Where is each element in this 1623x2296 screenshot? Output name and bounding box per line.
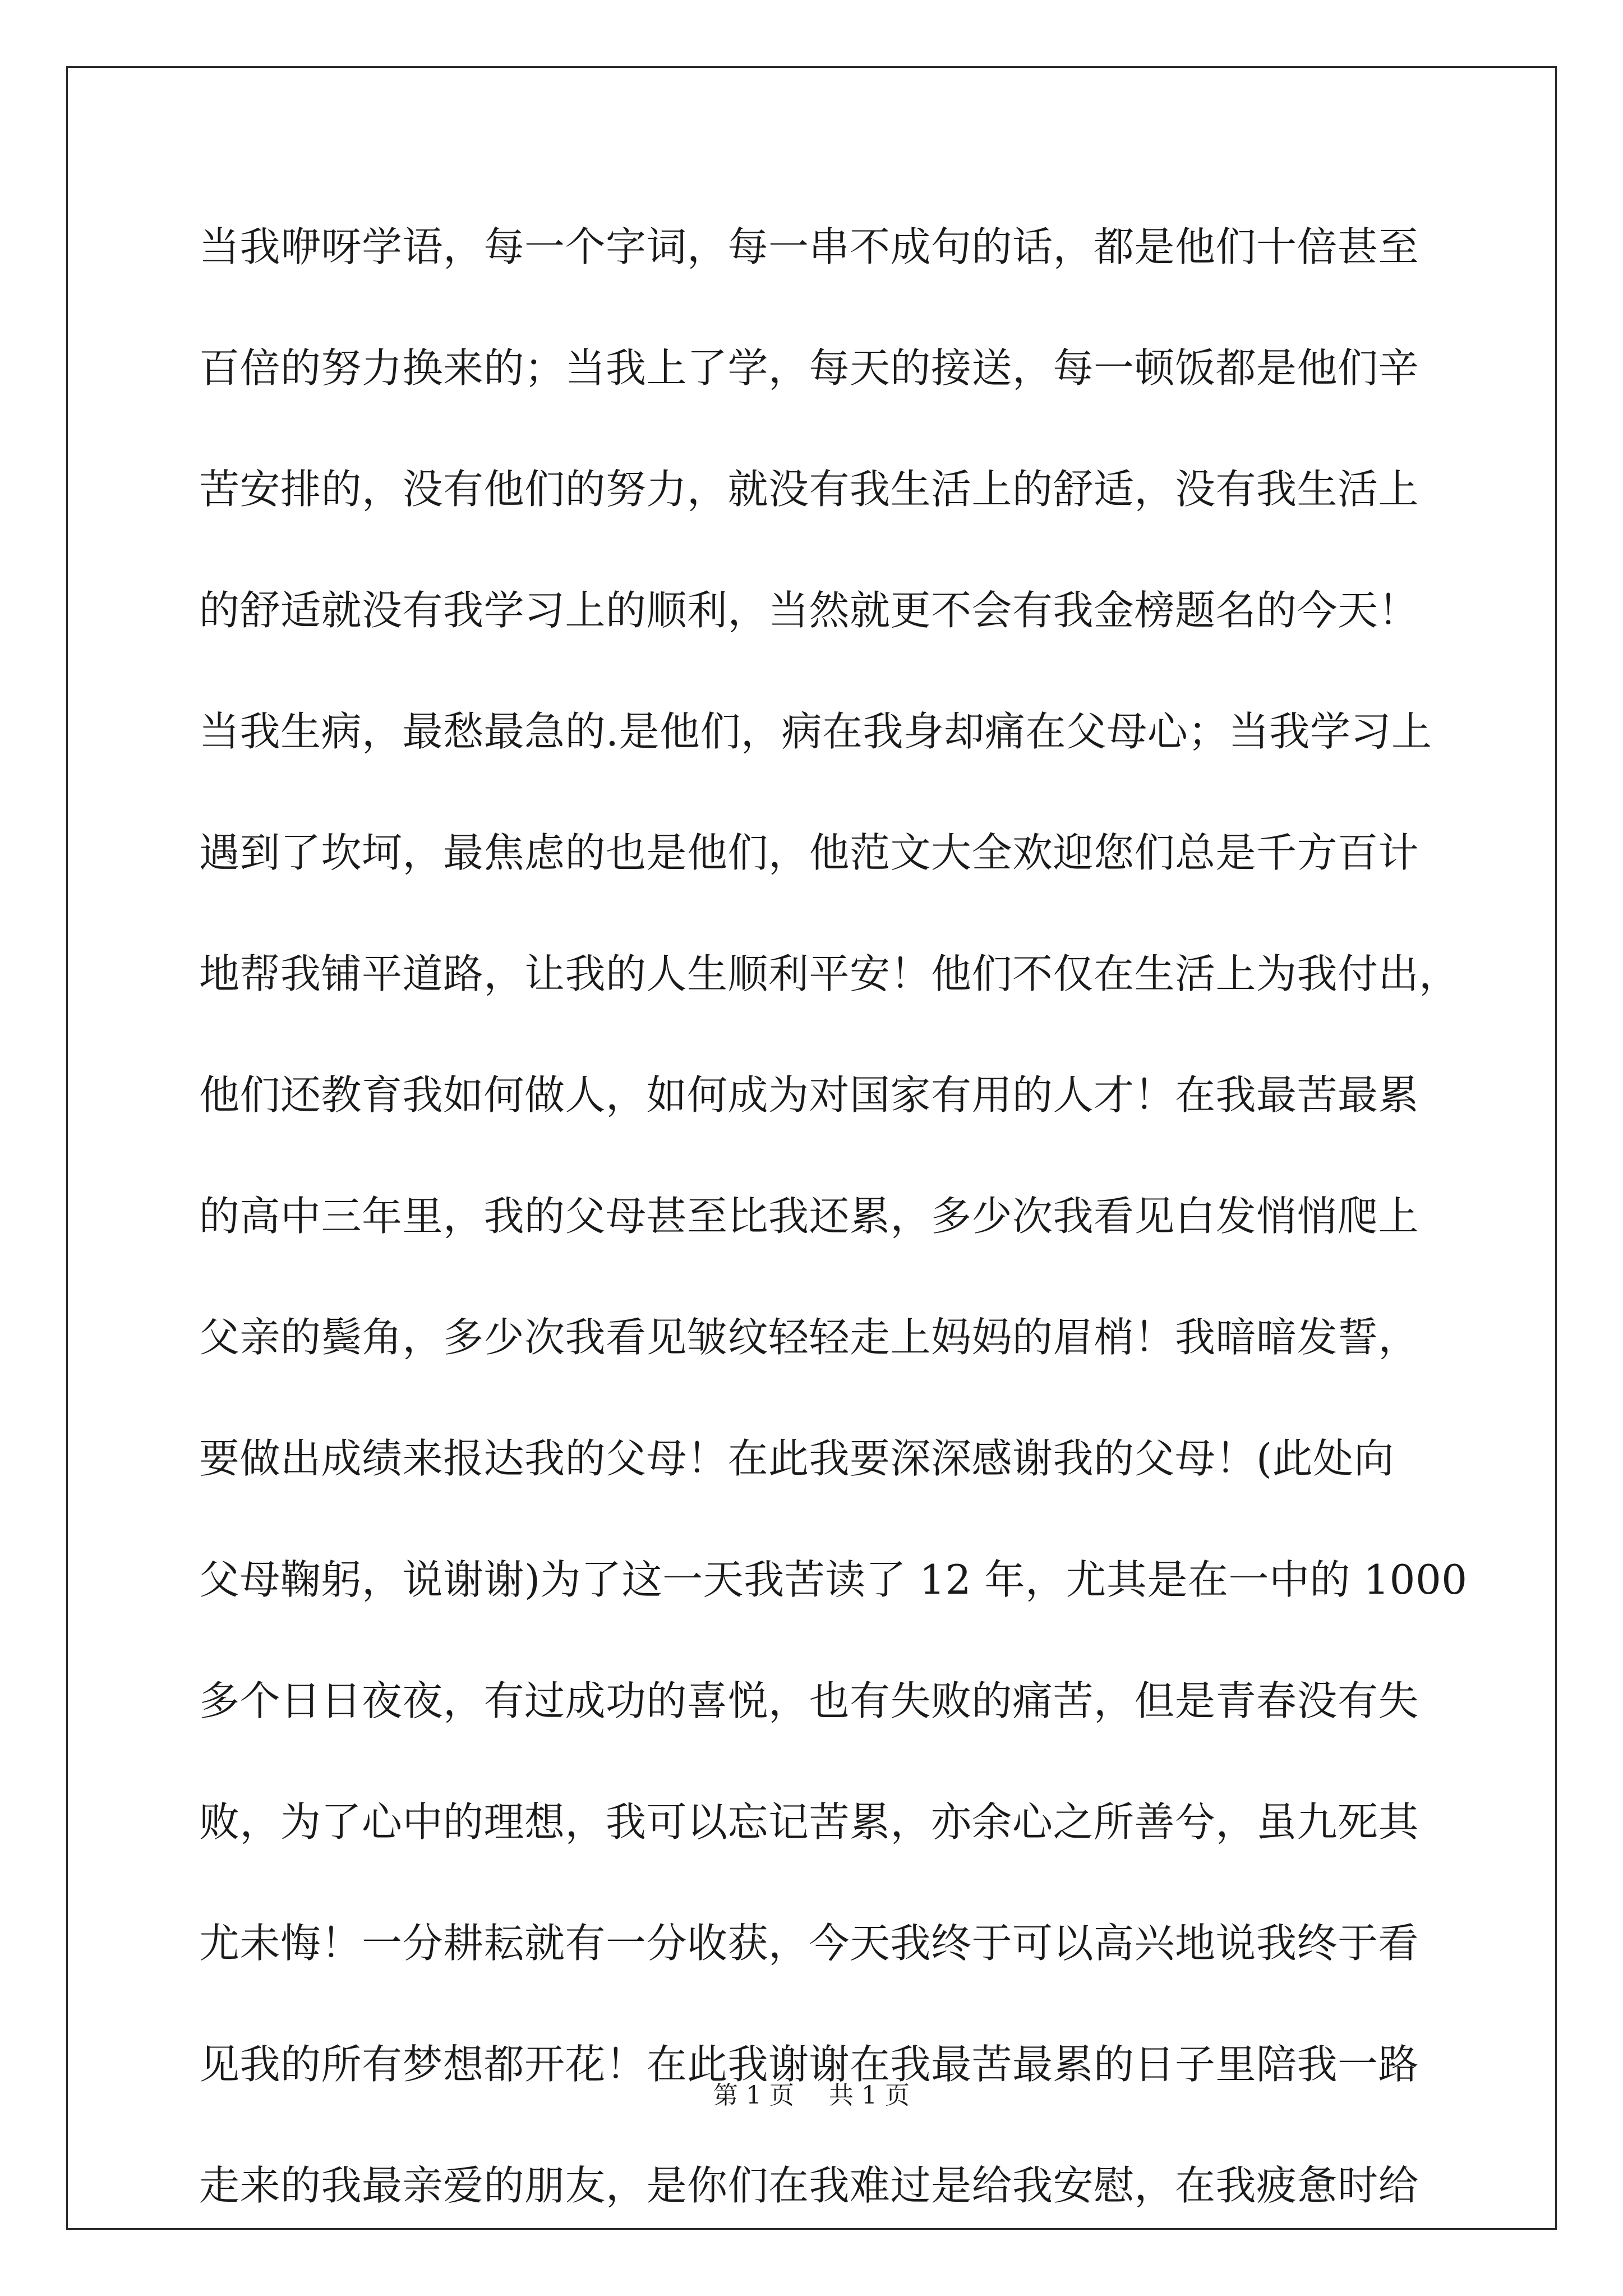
page-footer xyxy=(0,2079,1623,2113)
text-line: 走来的我最亲爱的朋友，是你们在我难过是给我安慰，在我疲惫时给 xyxy=(199,2162,1419,2209)
page-total: 共 1 页 xyxy=(829,2081,910,2110)
document-body xyxy=(199,213,1468,2273)
text-line: 百倍的努力换来的；当我上了学，每天的接送，每一顿饭都是他们辛 xyxy=(199,344,1419,392)
text-line: 当我咿呀学语，每一个字词，每一串不成句的话，都是他们十倍甚至 xyxy=(199,223,1419,270)
text-line: 的舒适就没有我学习上的顺利，当然就更不会有我金榜题名的今天！ xyxy=(199,587,1419,634)
text-line: 的高中三年里，我的父母甚至比我还累，多少次我看见白发悄悄爬上 xyxy=(199,1193,1419,1240)
text-line: 父亲的鬓角，多少次我看见皱纹轻轻走上妈妈的眉梢！我暗暗发誓， xyxy=(199,1314,1419,1361)
page-number: 第 1 页 xyxy=(713,2081,794,2110)
text-line: 苦安排的，没有他们的努力，就没有我生活上的舒适，没有我生活上 xyxy=(199,466,1419,513)
text-line: 见我的所有梦想都开花！在此我谢谢在我最苦最累的日子里陪我一路 xyxy=(199,2041,1419,2088)
text-line: 多个日日夜夜，有过成功的喜悦，也有失败的痛苦，但是青春没有失 xyxy=(199,1677,1419,1724)
text-line: 他们还教育我如何做人，如何成为对国家有用的人才！在我最苦最累 xyxy=(199,1071,1419,1119)
text-line: 尤未悔！一分耕耘就有一分收获，今天我终于可以高兴地说我终于看 xyxy=(199,1920,1419,1967)
text-line: 遇到了坎坷，最焦虑的也是他们，他范文大全欢迎您们总是千方百计 xyxy=(199,829,1419,876)
text-line: 败，为了心中的理想，我可以忘记苦累，亦余心之所善兮，虽九死其 xyxy=(199,1798,1419,1846)
text-line: 要做出成绩来报达我的父母！在此我要深深感谢我的父母！(此处向 xyxy=(199,1435,1395,1482)
text-line: 地帮我铺平道路，让我的人生顺利平安！他们不仅在生活上为我付出， xyxy=(199,950,1460,997)
text-line: 父母鞠躬，说谢谢)为了这一天我苦读了 12 年，尤其是在一中的 1000 xyxy=(199,1556,1468,1603)
text-line: 当我生病，最愁最急的.是他们，病在我身却痛在父母心；当我学习上 xyxy=(199,708,1432,755)
